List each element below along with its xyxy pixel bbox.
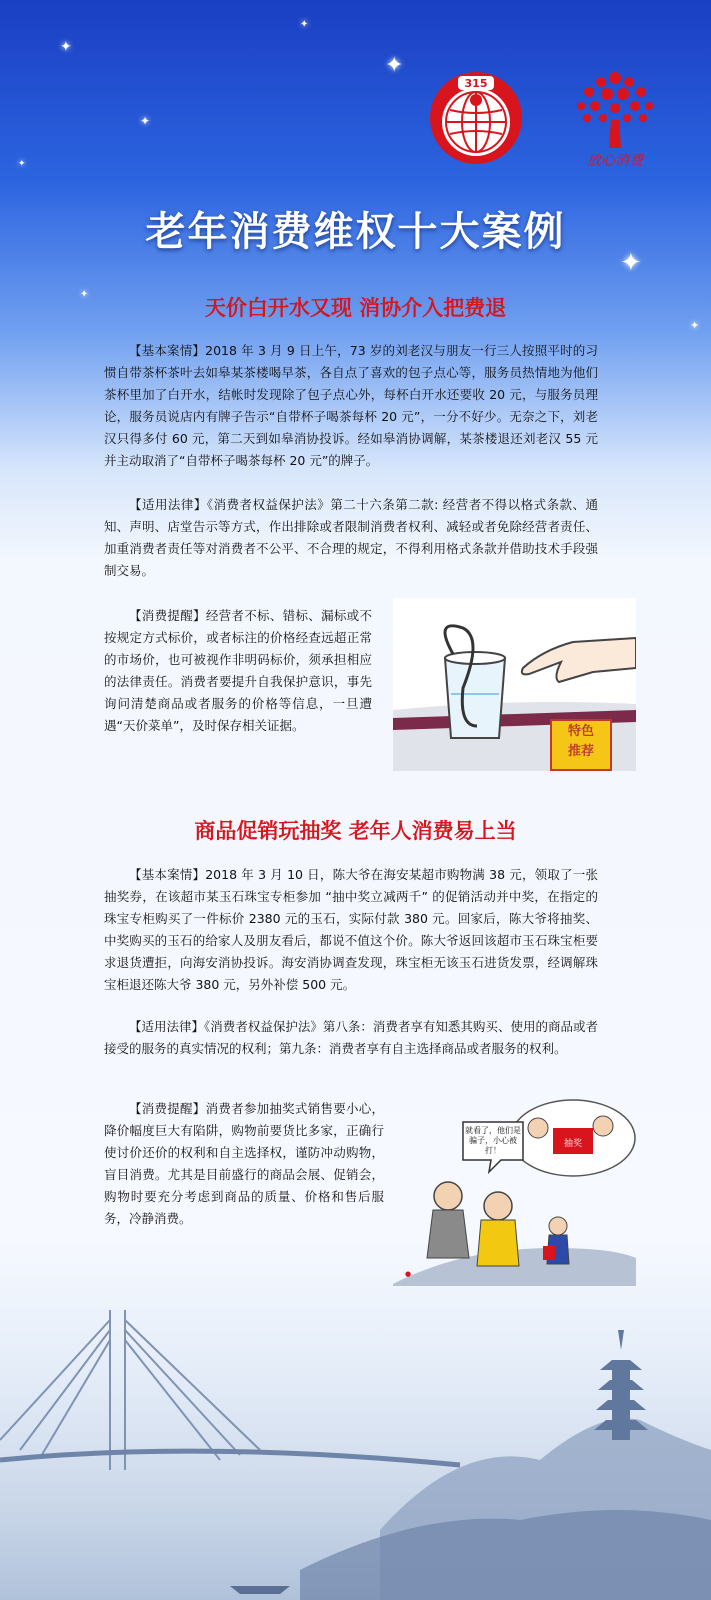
page-title: 老年消费维权十大案例 (145, 209, 566, 255)
case-1-law-label: 【适用法律】 (129, 497, 207, 512)
case-1-law-paragraph (104, 494, 598, 582)
sparkle-decoration: ✦ (690, 319, 700, 332)
case-2-tip-paragraph (104, 1098, 384, 1230)
case-1-law-text: 《消费者权益保护法》第二十六条第二款: 经营者不得以格式条款、通知、声明、店堂告示等方式，作出排除或者限制消费者权利、减轻或者免除经营者责任、加重消费者责任等对消费者不公平、不合理的规定，不得利用格式条款并借助技术手段强制交易。 (104, 497, 598, 578)
case-2-law-text: 《消费者权益保护法》第八条：消费者享有知悉其购买、使用的商品或者接受的服务的真实情况的权利；第九条：消费者享有自主选择商品或者服务的权利。 (104, 1019, 598, 1056)
case-1-tip-paragraph (104, 605, 372, 737)
sparkle-decoration: ✦ (80, 289, 89, 300)
case-2-tip-text: 消费者参加抽奖式销售要小心，降价幅度巨大有陷阱，购物前要货比多家，正确行使讨价还价的权利和自主选择权，谨防冲动购物，盲目消费。尤其是目前盛行的商品会展、促销会，购物时要充分考虑到商品的质量、价格和售后服务，冷静消费。 (104, 1101, 384, 1226)
case-1-tip-label: 【消费提醒】 (129, 608, 206, 623)
case-1-tip-text: 经营者不标、错标、漏标或不按规定方式标价，或者标注的价格经查远超正常的市场价，也可被视作非明码标价，须承担相应的法律责任。消费者要提升自我保护意识，事先询问清楚商品或者服务的价格等信息，一旦遭遇“天价菜单”，及时保存相关证据。 (104, 608, 372, 733)
sparkle-decoration: ✦ (385, 53, 404, 78)
sparkle-decoration: ✦ (300, 19, 309, 30)
sparkle-decoration: ✦ (140, 114, 151, 128)
bridge-pagoda-scenery (0, 1290, 711, 1600)
sparkle-decoration: ✦ (620, 248, 642, 278)
svg-text:●: ● (405, 1270, 412, 1278)
case-2-basic-paragraph (104, 864, 598, 996)
case-1-basic-paragraph (104, 340, 598, 472)
case-2-law-label: 【适用法律】 (129, 1019, 205, 1034)
tree-icon (565, 64, 665, 150)
case-2-tip-label: 【消费提醒】 (129, 1101, 206, 1116)
featured-sign-line-2: 推荐 (567, 744, 594, 759)
featured-sign (551, 722, 611, 762)
case-2-law-paragraph (104, 1016, 598, 1060)
case-2-title: 商品促销玩抽奖 老年人消费易上当 (194, 818, 517, 843)
case-2-illustration (393, 1098, 636, 1286)
case-1-title: 天价白开水又现 消协介入把费退 (204, 295, 507, 320)
svg-text:315: 315 (464, 77, 488, 90)
sparkle-decoration: ✦ (18, 159, 26, 169)
case-2-basic-text: 2018 年 3 月 10 日，陈大爷在海安某超市购物满 38 元，领取了一张抽奖券，在该超市某玉石珠宝专柜参加 “抽中奖立减两千” 的促销活动并中奖，在指定的珠宝专柜购买了一件标价 2380 元的玉石，实际付款 380 元。回家后，陈大爷将抽奖、中奖购买的玉石的给家人及朋友看后，都说不值这个价。陈大爷返回该超市玉石珠宝柜要求退货遭拒，向海安消协投诉。海安消协调查发现，珠宝柜无该玉石进货发票，经调解珠宝柜退还陈大爷 380 元，另外补偿 500 元。 (104, 867, 598, 992)
case-1-basic-text: 2018 年 3 月 9 日上午，73 岁的刘老汉与朋友一行三人按照平时的习惯自带茶杯茶叶去如皋某茶楼喝早茶，各自点了喜欢的包子点心等，服务员热情地为他们茶杯里加了白开水，结帐时发现除了包子点心外，每杯白开水还要收 20 元，与服务员理论，服务员说店内有牌子告示“自带杯子喝茶每杯 20 元”，一分不好少。无奈之下，刘老汉只得多付 60 元，第二天到如皋消协投诉。经如皋消协调解，某茶楼退还刘老汉 55 元并主动取消了“自带杯子喝茶每杯 20 元”的牌子。 (104, 343, 598, 468)
warning-speech-bubble: 就看了，他们是骗子，小心被打！ (465, 1126, 521, 1155)
consumer-association-logo (428, 70, 524, 166)
sparkle-decoration: ✦ (60, 39, 72, 55)
lottery-box-label: 抽奖 (563, 1139, 582, 1149)
assured-consumption-logo (565, 64, 665, 172)
case-1-basic-label: 【基本案情】 (129, 343, 206, 358)
featured-sign-line-1: 特色 (567, 724, 594, 739)
case-2-basic-label: 【基本案情】 (129, 867, 206, 882)
logo-caption: 放心消费 (587, 153, 643, 169)
case-1-illustration (393, 598, 636, 771)
